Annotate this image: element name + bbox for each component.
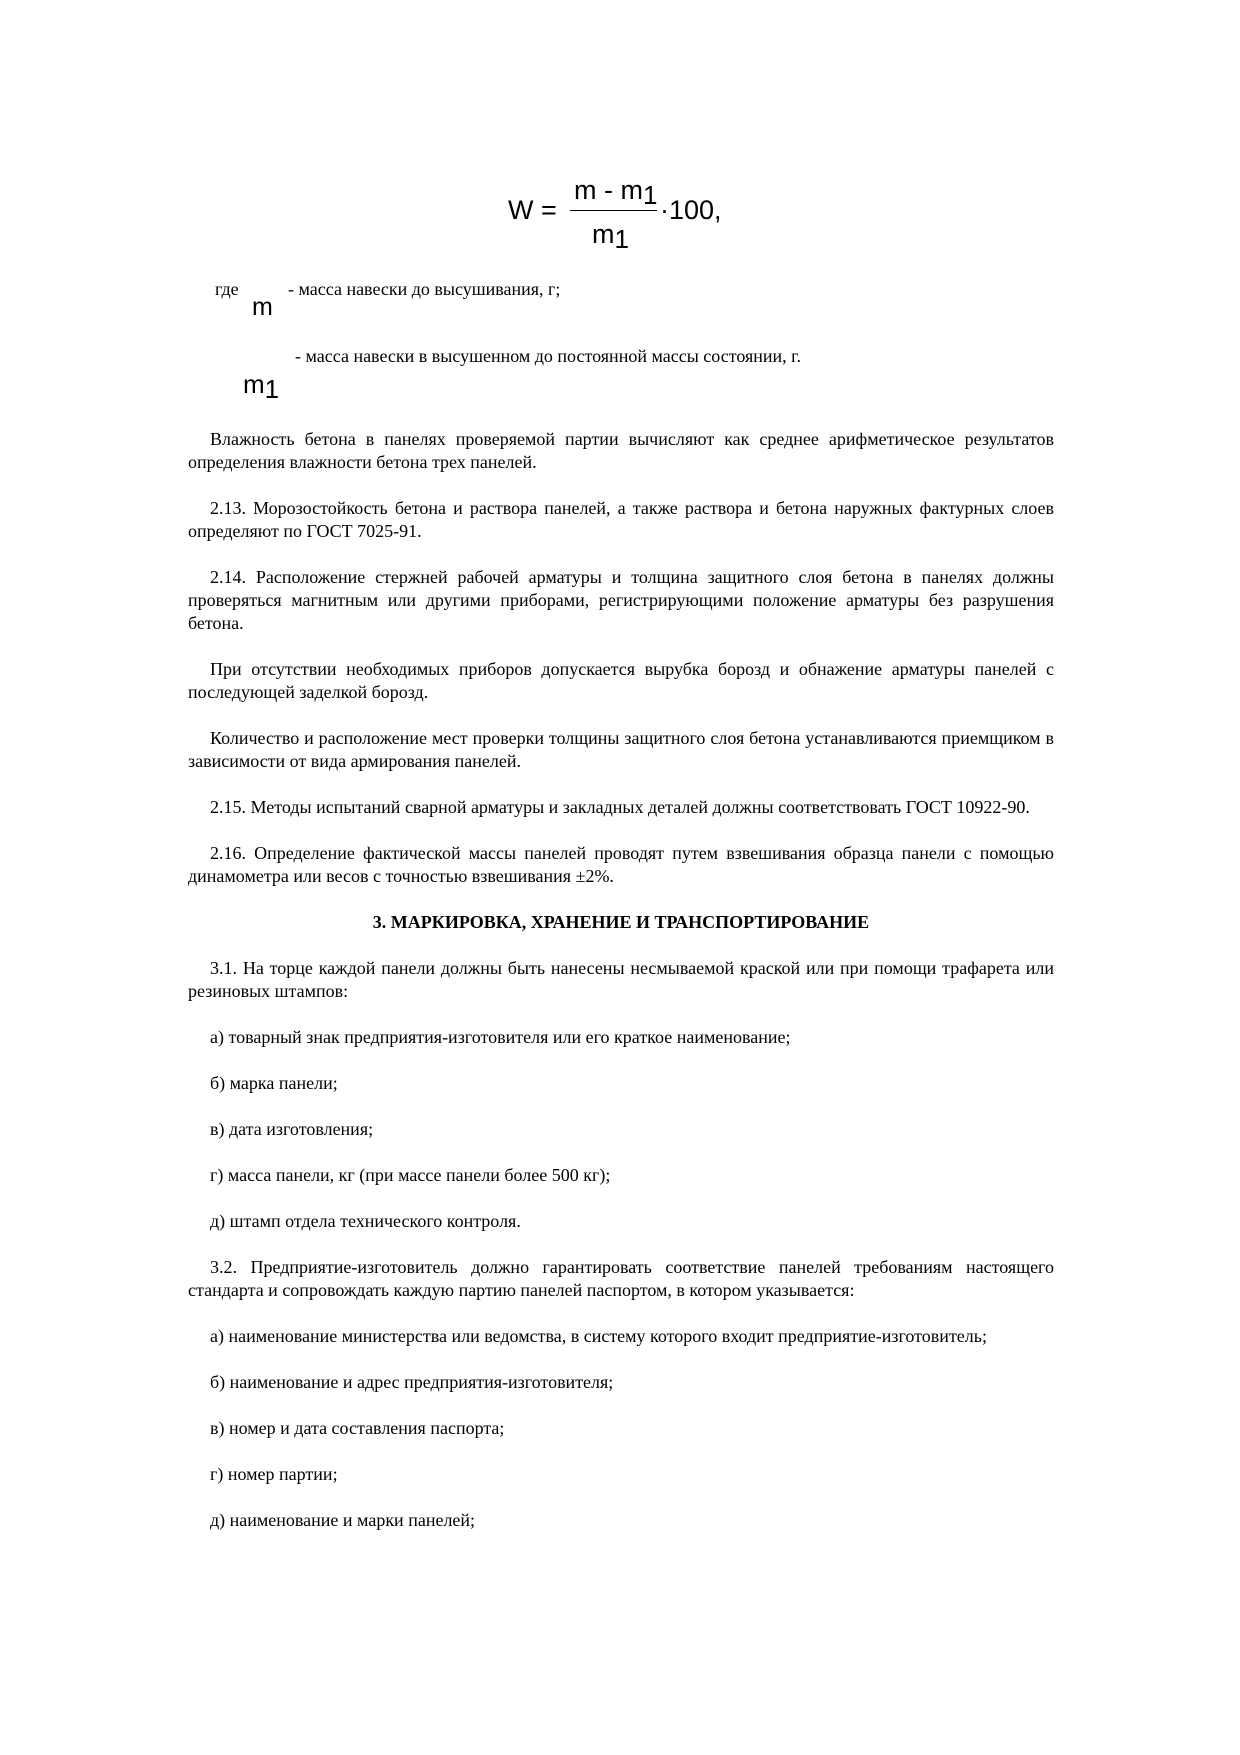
list-item: б) наименование и адрес предприятия-изготовителя; [210,1372,614,1392]
section-heading: 3. МАРКИРОВКА, ХРАНЕНИЕ И ТРАНСПОРТИРОВАНИЕ [372,912,870,932]
paragraph-check-locations: Количество и расположение мест проверки толщины защитного слоя бетона устанавливаются приемщиком в зависимости от вида армирования панелей. [188,728,1054,771]
paragraph-2-15: 2.15. Методы испытаний сварной арматуры и закладных деталей должны соответствовать ГОСТ 10922-90. [210,797,1030,817]
fraction-bar [570,210,657,211]
list-item: а) товарный знак предприятия-изготовителя или его краткое наименование; [210,1027,791,1047]
list-item: б) марка панели; [210,1073,338,1093]
list-item: д) штамп отдела технического контроля. [210,1211,521,1231]
m-description: - масса навески до высушивания, г; [288,279,561,299]
formula-lhs: W = [508,195,557,225]
paragraph-2-13: 2.13. Морозостойкость бетона и раствора панелей, а также раствора и бетона наружных фактурных слоев определяют по ГОСТ 7025-91. [188,498,1054,541]
list-item: д) наименование и марки панелей; [210,1510,476,1530]
list-item: в) номер и дата составления паспорта; [210,1418,505,1438]
formula-denominator: m1 [592,219,629,254]
m1-description: - масса навески в высушенном до постоянной массы состоянии, г. [295,346,802,366]
m-symbol: m [252,293,273,321]
paragraph-no-instruments: При отсутствии необходимых приборов допускается вырубка борозд и обнажение арматуры панелей с последующей заделкой борозд. [188,659,1054,702]
paragraph-3-2: 3.2. Предприятие-изготовитель должно гарантировать соответствие панелей требованиям настоящего стандарта и сопровождать каждую партию панелей паспортом, в котором указывается: [188,1257,1054,1300]
paragraph-2-14: 2.14. Расположение стержней рабочей арматуры и толщина защитного слоя бетона в панелях должны проверяться магнитным или другими приборами, регистрирующими положение арматуры без разрушения бетона. [188,567,1054,633]
formula-rhs: ·100, [660,195,722,225]
m1-symbol: m1 [243,369,280,404]
list-item: в) дата изготовления; [210,1119,374,1139]
where-label: где [215,279,239,299]
list-item: г) номер партии; [210,1464,338,1484]
paragraph-2-16: 2.16. Определение фактической массы панелей проводят путем взвешивания образца панели с помощью динамометра или весов с точностью взвешивания ±2%. [188,843,1054,886]
paragraph-3-1: 3.1. На торце каждой панели должны быть нанесены несмываемой краской или при помощи трафарета или резиновых штампов: [188,958,1054,1001]
list-item: а) наименование министерства или ведомства, в систему которого входит предприятие-изготовитель; [210,1326,987,1346]
document-body [188,428,1054,1555]
formula-numerator: m - m1 [574,175,658,210]
paragraph-moisture-average: Влажность бетона в панелях проверяемой партии вычисляют как среднее арифметическое результатов определения влажности бетона трех панелей. [188,429,1054,472]
list-item: г) масса панели, кг (при массе панели более 500 кг); [210,1165,611,1185]
